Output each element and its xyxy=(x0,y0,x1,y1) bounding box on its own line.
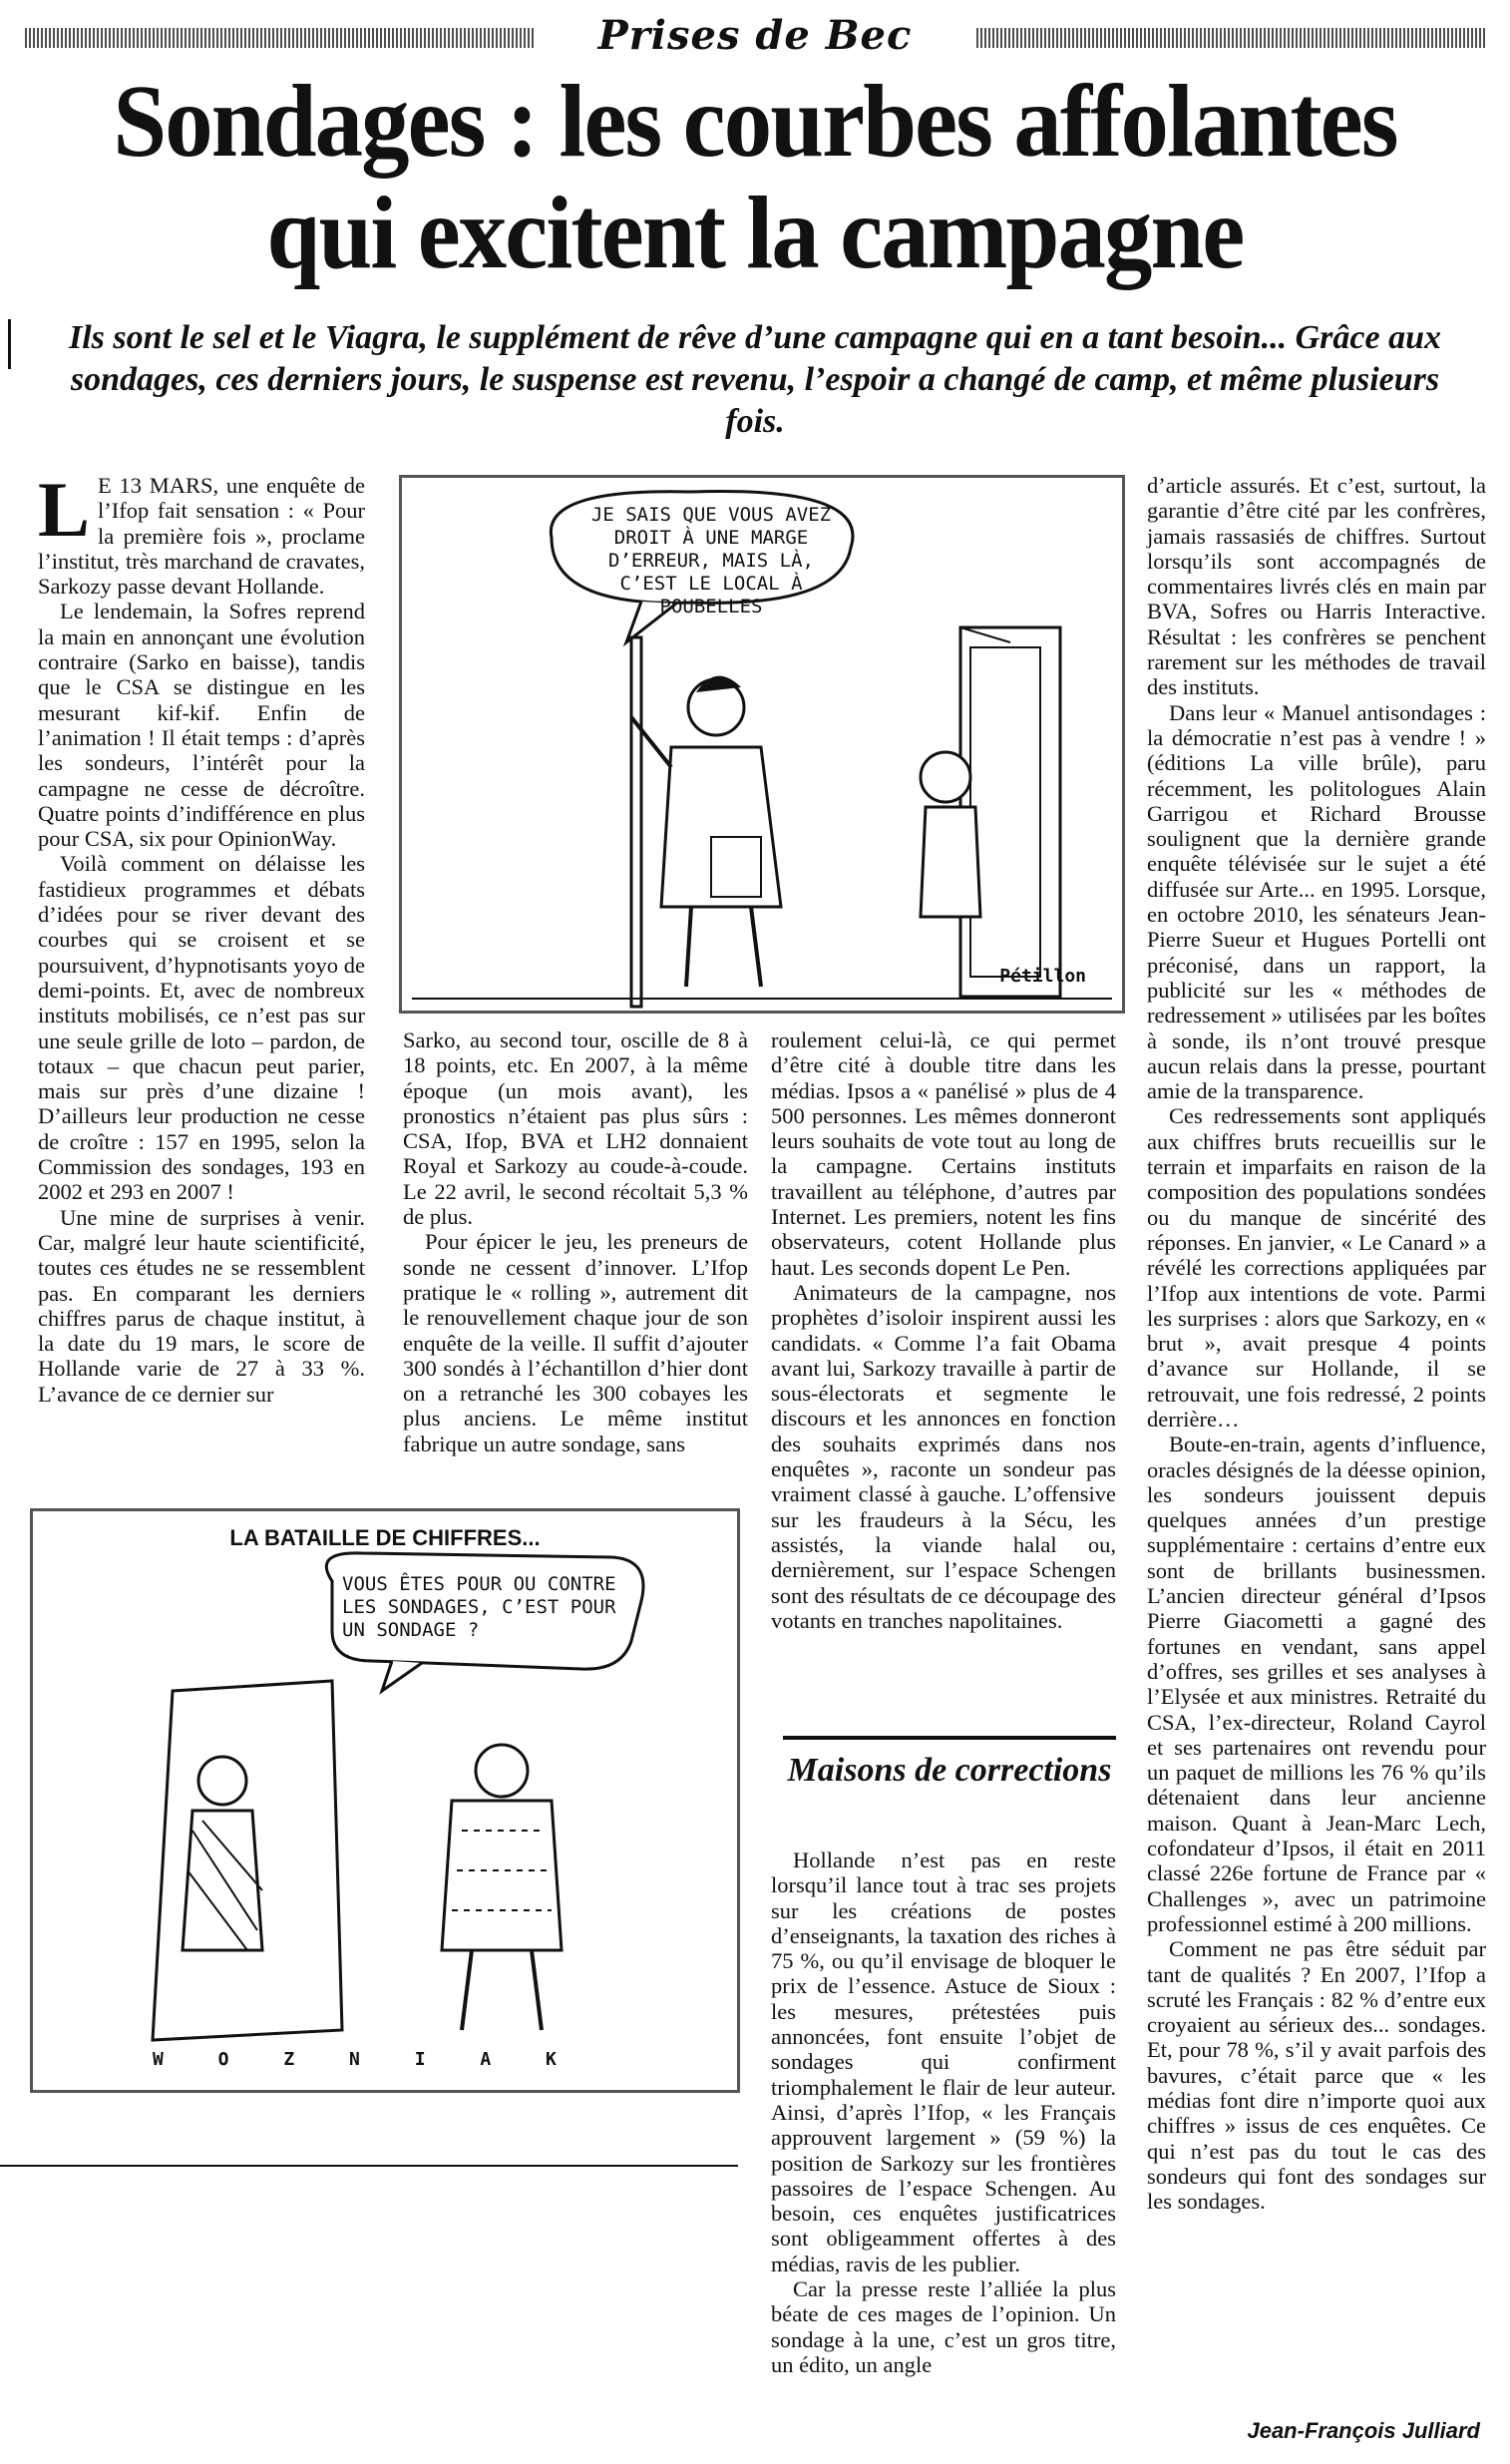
subhead-box: Maisons de corrections xyxy=(783,1736,1116,1848)
paragraph: Sarko, au second tour, oscille de 8 à 18 points, etc. En 2007, à la même époque (un mois avant), les pronostics n’étaient pas plus sûrs : CSA, Ifop, BVA et LH2 donnaient Royal et Sarkozy au coude-à-coude. Le 22 avril, le second récoltait 5,3 % de plus. xyxy=(403,1027,748,1230)
article-lede: Ils sont le sel et le Viagra, le supplément de rêve d’une campagne qui en a tant besoin... Grâce aux sondages, ces derniers jours, le suspense est revenu, l’espoir a changé de camp, et même plusieurs fois. xyxy=(68,319,1442,440)
paragraph: Car la presse reste l’alliée la plus béate de ces mages de l’opinion. Un sondage à la une, c’est un gros titre, un édito, un angle xyxy=(771,2276,1116,2377)
paragraph: Dans leur « Manuel antisondages : la démocratie n’est pas à vendre ! » (éditions La ville brûle), paru récemment, les politologues Alain Garrigou et Richard Brousse soulignent que la dernière grande enquête télévisée sur le sujet a été diffusée sur Arte... en 1995. Lorsque, en octobre 2010, les sénateurs Jean-Pierre Sueur et Hugues Portelli ont préconisé, dans un rapport, la publicité sur les « méthodes de redressement » utilisées par les boîtes à sonde, ils n’ont trouvé presque aucun relais dans la presse, pourtant amie de la transparence. xyxy=(1147,699,1486,1104)
paragraph: Animateurs de la campagne, nos prophètes d’isoloir inspirent aussi les candidats. « Comme l’a fait Obama avant lui, Sarkozy travaille à partir de sous-électorats et segmente le discours et les annonces en fonction des souhaits exprimés dans nos enquêtes », raconte un sondeur pas vraiment classé à gauche. L’offensive sur les fraudeurs à la Sécu, les assistés, la viande halal ou, dernièrement, sur l’espace Schengen sont des résultats de ce découpage des votants en tranches napolitaines. xyxy=(771,1279,1116,1633)
paragraph: roulement celui-là, ce qui permet d’être cité à double titre dans les médias. Ipsos a « panélisé » plus de 4 500 personnes. Les mêmes donneront leurs souhaits de vote tout au long de la campagne. Certains instituts travaillent au téléphone, d’autres par Internet. Les premiers, notent les fins observateurs, cotent Hollande plus haut. Les seconds dopent Le Pen. xyxy=(771,1027,1116,1280)
rubric-hatch-right xyxy=(976,28,1485,48)
drop-cap: L xyxy=(38,466,91,553)
cartoon-1-speech-bubble: JE SAIS QUE VOUS AVEZ DROIT À UNE MARGE D’ERREUR, MAIS LÀ, C’EST LE LOCAL À POUBELLES xyxy=(590,504,832,617)
paragraph: L E 13 MARS, une enquête de l’Ifop fait sensation : « Pour la première fois », proclame l’institut, très marchand de cravates, Sarkozy passe devant Hollande. xyxy=(38,466,365,600)
rubric-banner xyxy=(25,12,1485,59)
column-3-bottom xyxy=(771,1848,1116,2377)
rubric-name: Prises de Bec xyxy=(597,12,913,59)
paragraph: Ces redressements sont appliqués aux chiffres bruts recueillis sur le terrain et imparfaits en raison de la composition des populations sondées ou du manque de sincérité des réponses. En janvier, « Le Canard » a révélé les corrections appliquées par l’Ifop aux intentions de vote. Parmi les surprises : alors que Sarkozy, en « brut », avait presque 4 points d’avance sur Hollande, il se retrouvait, une fois redressé, 2 points derrière… xyxy=(1147,1103,1486,1432)
title-line-2: qui excitent la campagne xyxy=(266,176,1244,290)
paragraph: Hollande n’est pas en reste lorsqu’il lance tout à trac ses projets sur les créations de postes d’enseignants, la taxation des riches à 75 %, ou qu’il envisage de bloquer le prix de l’essence. Astuce de Sioux : les mesures, prétestées puis annoncées, font ensuite l’objet de sondages qui confirment triomphalement le flair de leur auteur. Ainsi, d’après l’Ifop, « les Français approuvent largement » (59 %) la position de Sarkozy sur les frontières passoires de l’espace Schengen. Au besoin, ces enquêtes justificatrices sont obligeamment offertes à des médias, ravis de les publier. xyxy=(771,1848,1116,2276)
article-title xyxy=(72,66,1439,289)
cartoon-trash-room xyxy=(399,475,1125,1014)
column-3 xyxy=(771,1027,1116,1633)
paragraph: Une mine de surprises à venir. Car, malgré leur haute scientificité, toutes ces études ne se ressemblent pas. En comparant les derniers chiffres parus de chaque institut, à la date du 19 mars, le score de Hollande varie de 27 à 33 %. L’avance de ce dernier sur xyxy=(38,1204,365,1407)
cartoon-2-signature: W O Z N I A K xyxy=(153,2049,578,2070)
paragraph: Pour épicer le jeu, les preneurs de sonde ne cessent d’innover. L’Ifop pratique le « rolling », autrement dit le renouvellement chaque jour de son enquête de la veille. Il suffit d’ajouter 300 sondés à l’échantillon d’hier dont on a retranché les 300 cobayes les plus anciens. Le même institut fabrique un autre sondage, sans xyxy=(403,1229,748,1456)
cartoon-1-signature: Pétillon xyxy=(999,966,1086,987)
bottom-rule xyxy=(0,2165,738,2167)
rubric-hatch-left xyxy=(25,28,534,48)
column-1 xyxy=(38,466,365,1407)
cartoon-2-speech-bubble: VOUS ÊTES POUR OU CONTRE LES SONDAGES, C’EST POUR UN SONDAGE ? xyxy=(342,1573,616,1641)
margin-bar xyxy=(8,319,11,369)
title-line-1: Sondages : les courbes affolantes xyxy=(113,64,1397,179)
paragraph: Boute-en-train, agents d’influence, oracles désignés de la déesse opinion, les sondeurs jouissent depuis quelques années d’un prestige supplémentaire : certains d’entre eux sont de brillants businessmen. L’ancien directeur général d’Ipsos Pierre Giacometti a gagné des fortunes en vendant, sans appel d’offres, ses grilles et ses analyses à l’Elysée et aux ministres. Retraité du CSA, l’ex-directeur, Roland Cayrol et ses partenaires ont revendu pour un paquet de millions les 76 % qu’ils détenaient dans leur ancienne maison. Quant à Jean-Marc Lech, cofondateur d’Ipsos, il était en 2011 classé 226e fortune de France par « Challenges », avec un patrimoine professionnel estimé à 200 millions. xyxy=(1147,1432,1486,1936)
column-2 xyxy=(403,1027,748,1456)
byline: Jean-François Julliard xyxy=(1247,2418,1480,2443)
column-4 xyxy=(1147,473,1486,2214)
cartoon-2-caption: LA BATAILLE DE CHIFFRES... xyxy=(229,1525,541,1550)
paragraph: d’article assurés. Et c’est, surtout, la garantie d’être cité par les confrères, jamais rassasiés de chiffres. Surtout lorsqu’ils sont accompagnés de commentaires livrés clés en main par BVA, Sofres ou Harris Interactive. Résultat : les confrères se penchent rarement sur les méthodes de travail des instituts. xyxy=(1147,473,1486,700)
paragraph: Comment ne pas être séduit par tant de qualités ? En 2007, l’Ifop a scruté les Français : 82 % d’entre eux croyaient au sérieux des... sondages. Et, pour 78 %, s’il y avait parfois des bavures, c’était parce que « les médias font dire n’importe quoi aux chiffres » issus de ces enquêtes. Ce qui n’est pas du tout le cas des sondeurs qui font des sondages sur les sondages. xyxy=(1147,1936,1486,2215)
paragraph: Voilà comment on délaisse les fastidieux programmes et débats d’idées pour se river devant des courbes qui se croisent et se poursuivent, d’hypnotisants yoyo de demi-points. Et, avec de nombreux instituts mobilisés, ce n’est pas sur une seule grille de loto – pardon, de totaux – que chacun peut parier, mais sur près d’une dizaine ! D’ailleurs leur production ne cesse de croître : 157 en 1995, selon la Commission des sondages, 193 en 2002 et 293 en 2007 ! xyxy=(38,851,365,1205)
paragraph: Le lendemain, la Sofres reprend la main en annonçant une évolution contraire (Sarko en baisse), tandis que le CSA se distingue en les mesurant kif-kif. Enfin de l’animation ! Il était temps : d’après les sondeurs, l’intérêt pour la campagne ne cesse de décroître. Quatre points d’indifférence en plus pour CSA, six pour OpinionWay. xyxy=(38,599,365,852)
cartoon-battle-of-figures xyxy=(30,1508,740,2093)
